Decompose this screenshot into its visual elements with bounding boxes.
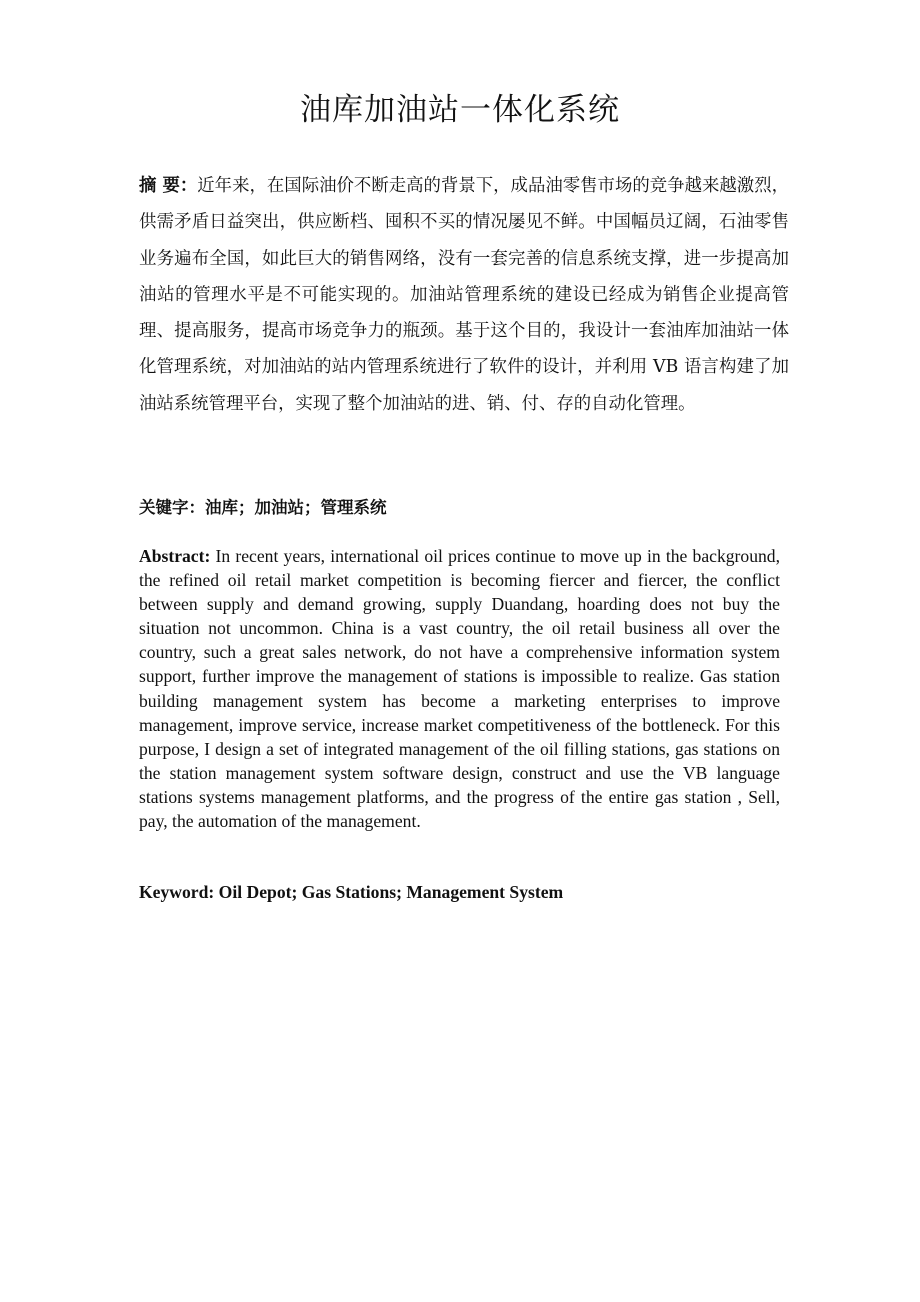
english-abstract-label: Abstract: [139,546,211,566]
english-keywords [139,882,789,903]
english-abstract [139,544,780,833]
english-keywords-text: Oil Depot; Gas Stations; Management System [218,882,564,902]
chinese-abstract [139,168,789,422]
chinese-keywords-label: 关键字： [139,498,205,517]
document-title: 油库加油站一体化系统 [300,92,620,128]
chinese-abstract-text: 近年来，在国际油价不断走高的背景下，成品油零售市场的竞争越来越激烈，供需矛盾日益突出，供应断档、囤积不买的情况屡见不鲜。中国幅员辽阔，石油零售业务遍布全国，如此巨大的销售网络，没有一套完善的信息系统支撑，进一步提高加油站的管理水平是不可能实现的。加油站管理系统的建设已经成为销售企业提高管理、提高服务，提高市场竞争力的瓶颈。基于这个目的，我设计一套油库加油站一体化管理系统，对加油站的站内管理系统进行了软件的设计，并利用 VB 语言构建了加油站系统管理平台，实现了整个加油站的进、销、付、存的自动化管理。 [139,176,789,414]
chinese-abstract-label: 摘 要： [139,176,198,196]
english-abstract-text: In recent years, international oil prices continue to move up in the background, the refined oil retail market competition is becoming fiercer and fiercer, the conflict between supply and demand growing, supply Duandang, hoarding does not buy the situation not uncommon. China is a vast country, the oil retail business all over the country, such a great sales network, do not have a comprehensive information system support, further improve the management of stations is impossible to realize. Gas station building management system has become a marketing enterprises to improve management, improve service, increase market competitiveness of the bottleneck. For this purpose, I design a set of integrated management of the oil filling stations, gas stations on the station management system software design, construct and use the VB language stations systems management platforms, and the progress of the entire gas station , Sell, pay, the automation of the management. [139,546,780,832]
english-keywords-label: Keyword: [139,882,215,902]
chinese-keywords-text: 油库；加油站；管理系统 [205,498,387,517]
chinese-keywords [139,494,789,518]
